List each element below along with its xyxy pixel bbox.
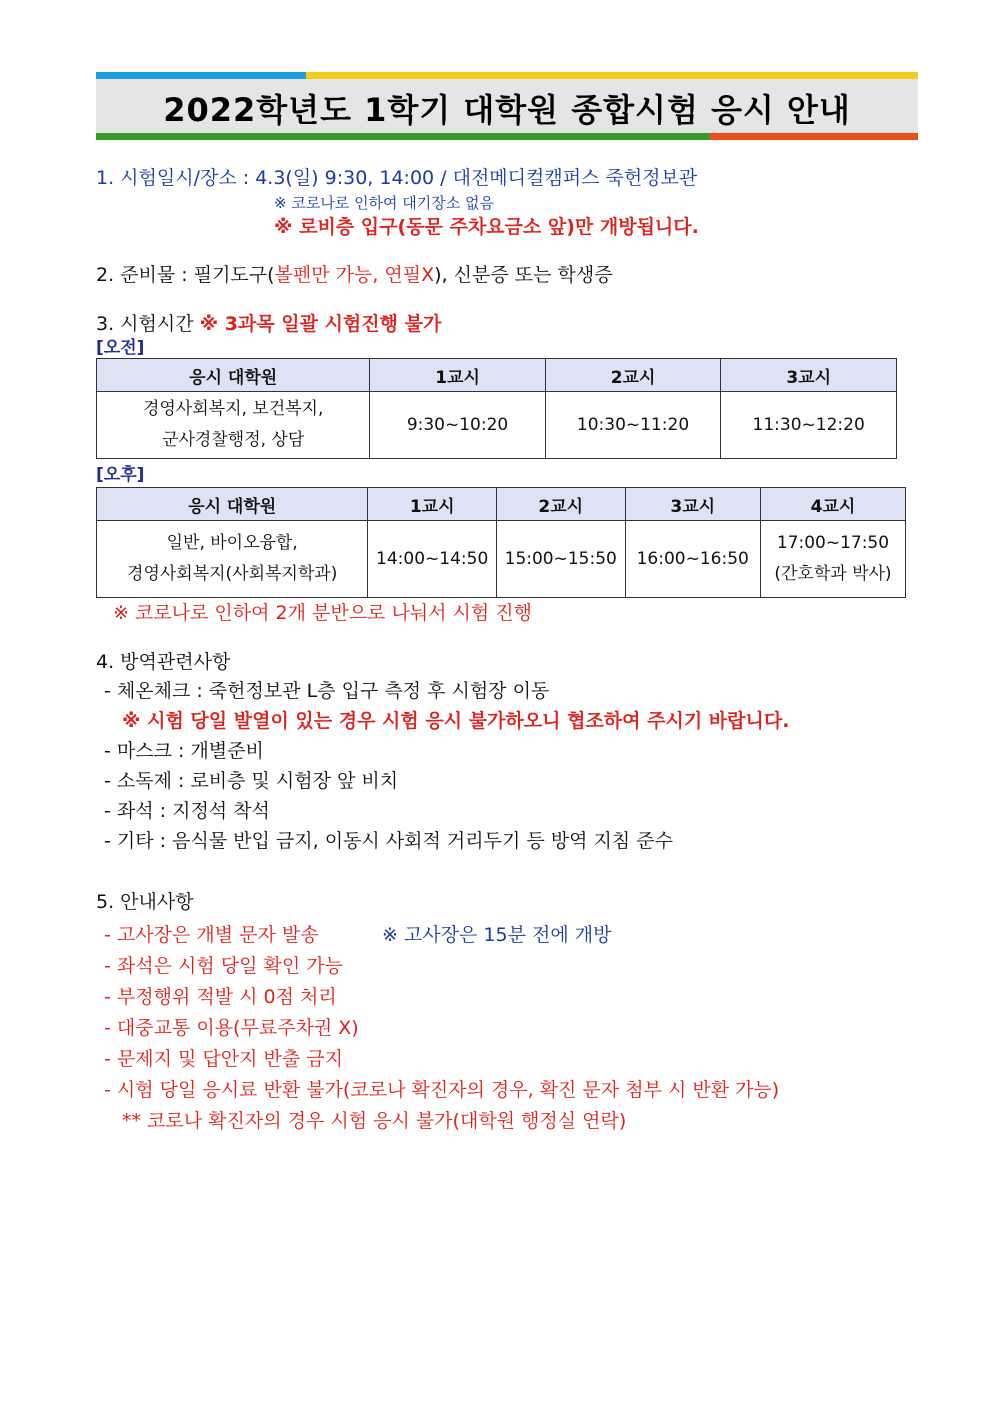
- section-3-line: [96, 309, 441, 336]
- section-3-footnote: ※ 코로나로 인하여 2개 분반으로 나눠서 시험 진행: [113, 602, 533, 624]
- table-row: [97, 392, 897, 459]
- afternoon-table: [96, 487, 906, 598]
- list-item: - 마스크 : 개별준비: [104, 740, 264, 762]
- header-cell: 응시 대학원: [97, 488, 368, 521]
- title-top-bar: [96, 72, 918, 79]
- dept-cell: [97, 392, 370, 459]
- time-cell: [760, 521, 905, 598]
- title-bottom-bar: [96, 133, 918, 140]
- list-item: - 고사장은 개별 문자 발송: [104, 924, 319, 946]
- header-cell: 3교시: [721, 359, 897, 392]
- section-5-label: 5. 안내사항: [96, 891, 194, 913]
- morning-label: [오전]: [96, 338, 145, 358]
- list-item: - 시험 당일 응시료 반환 불가(코로나 확진자의 경우, 확진 문자 첨부 시 반환 가능): [104, 1079, 780, 1101]
- dept-line: 경영사회복지(사회복지학과): [127, 564, 338, 584]
- header-cell: 4교시: [760, 488, 905, 521]
- header-cell: 2교시: [496, 488, 625, 521]
- list-item: - 문제지 및 답안지 반출 금지: [104, 1048, 343, 1070]
- list-item-warning: ※ 시험 당일 발열이 있는 경우 시험 응시 불가하오니 협조하여 주시기 바랍니다.: [122, 710, 790, 732]
- table-header-row: [97, 488, 906, 521]
- header-cell: 3교시: [625, 488, 760, 521]
- section-1-note: ※ 코로나로 인하여 대기장소 없음: [274, 194, 495, 212]
- section-1-line: [96, 163, 697, 190]
- section-2-rest: ), 신분증 또는 학생증: [434, 264, 613, 286]
- section-1-label: 1. 시험일시/장소 :: [96, 167, 256, 189]
- list-item: - 소독제 : 로비층 및 시험장 앞 비치: [104, 770, 399, 792]
- time-cell: 11:30~12:20: [721, 392, 897, 459]
- time-cell: 14:00~14:50: [368, 521, 497, 598]
- header-cell: 응시 대학원: [97, 359, 370, 392]
- table-row: [97, 521, 906, 598]
- list-item: - 대중교통 이용(무료주차권 X): [104, 1017, 359, 1039]
- section-3-warning: ※ 3과목 일괄 시험진행 불가: [199, 313, 442, 335]
- section-1-notice: ※ 로비층 입구(동문 주차요금소 앞)만 개방됩니다.: [274, 216, 699, 238]
- title-banner: [96, 72, 918, 140]
- time-cell: 16:00~16:50: [625, 521, 760, 598]
- list-item-note: ※ 고사장은 15분 전에 개방: [382, 924, 612, 946]
- dept-line: 경영사회복지, 보건복지,: [142, 399, 324, 419]
- list-item: ** 코로나 확진자의 경우 시험 응시 불가(대학원 행정실 연락): [122, 1110, 627, 1132]
- time-line: 17:00~17:50: [776, 533, 890, 553]
- time-cell: 9:30~10:20: [370, 392, 545, 459]
- dept-cell: [97, 521, 368, 598]
- section-3-label: 3. 시험시간: [96, 313, 200, 335]
- section-4-label: 4. 방역관련사항: [96, 651, 231, 673]
- time-cell: 10:30~11:20: [545, 392, 721, 459]
- header-cell: 1교시: [368, 488, 497, 521]
- dept-line: 군사경찰행정, 상담: [162, 430, 305, 450]
- list-item: - 좌석은 시험 당일 확인 가능: [104, 955, 343, 977]
- list-item: - 좌석 : 지정석 착석: [104, 800, 270, 822]
- section-2-red: 볼펜만 가능, 연필X: [274, 264, 435, 286]
- time-line: (간호학과 박사): [774, 564, 892, 584]
- header-cell: 2교시: [545, 359, 721, 392]
- morning-table: [96, 358, 897, 459]
- time-cell: 15:00~15:50: [496, 521, 625, 598]
- page-title: 2022학년도 1학기 대학원 종합시험 응시 안내: [163, 91, 851, 129]
- list-item: - 부정행위 적발 시 0점 처리: [104, 986, 337, 1008]
- section-2-label: 2. 준비물 : 필기도구(: [96, 264, 275, 286]
- list-item: - 기타 : 음식물 반입 금지, 이동시 사회적 거리두기 등 방역 지침 준수: [104, 830, 673, 852]
- section-1-value: 4.3(일) 9:30, 14:00 / 대전메디컬캠퍼스 죽헌정보관: [255, 167, 698, 189]
- header-cell: 1교시: [370, 359, 545, 392]
- afternoon-label: [오후]: [96, 465, 145, 485]
- list-item: - 체온체크 : 죽헌정보관 L층 입구 측정 후 시험장 이동: [104, 680, 550, 702]
- table-header-row: [97, 359, 897, 392]
- section-2-line: [96, 260, 613, 287]
- dept-line: 일반, 바이오융합,: [166, 533, 298, 553]
